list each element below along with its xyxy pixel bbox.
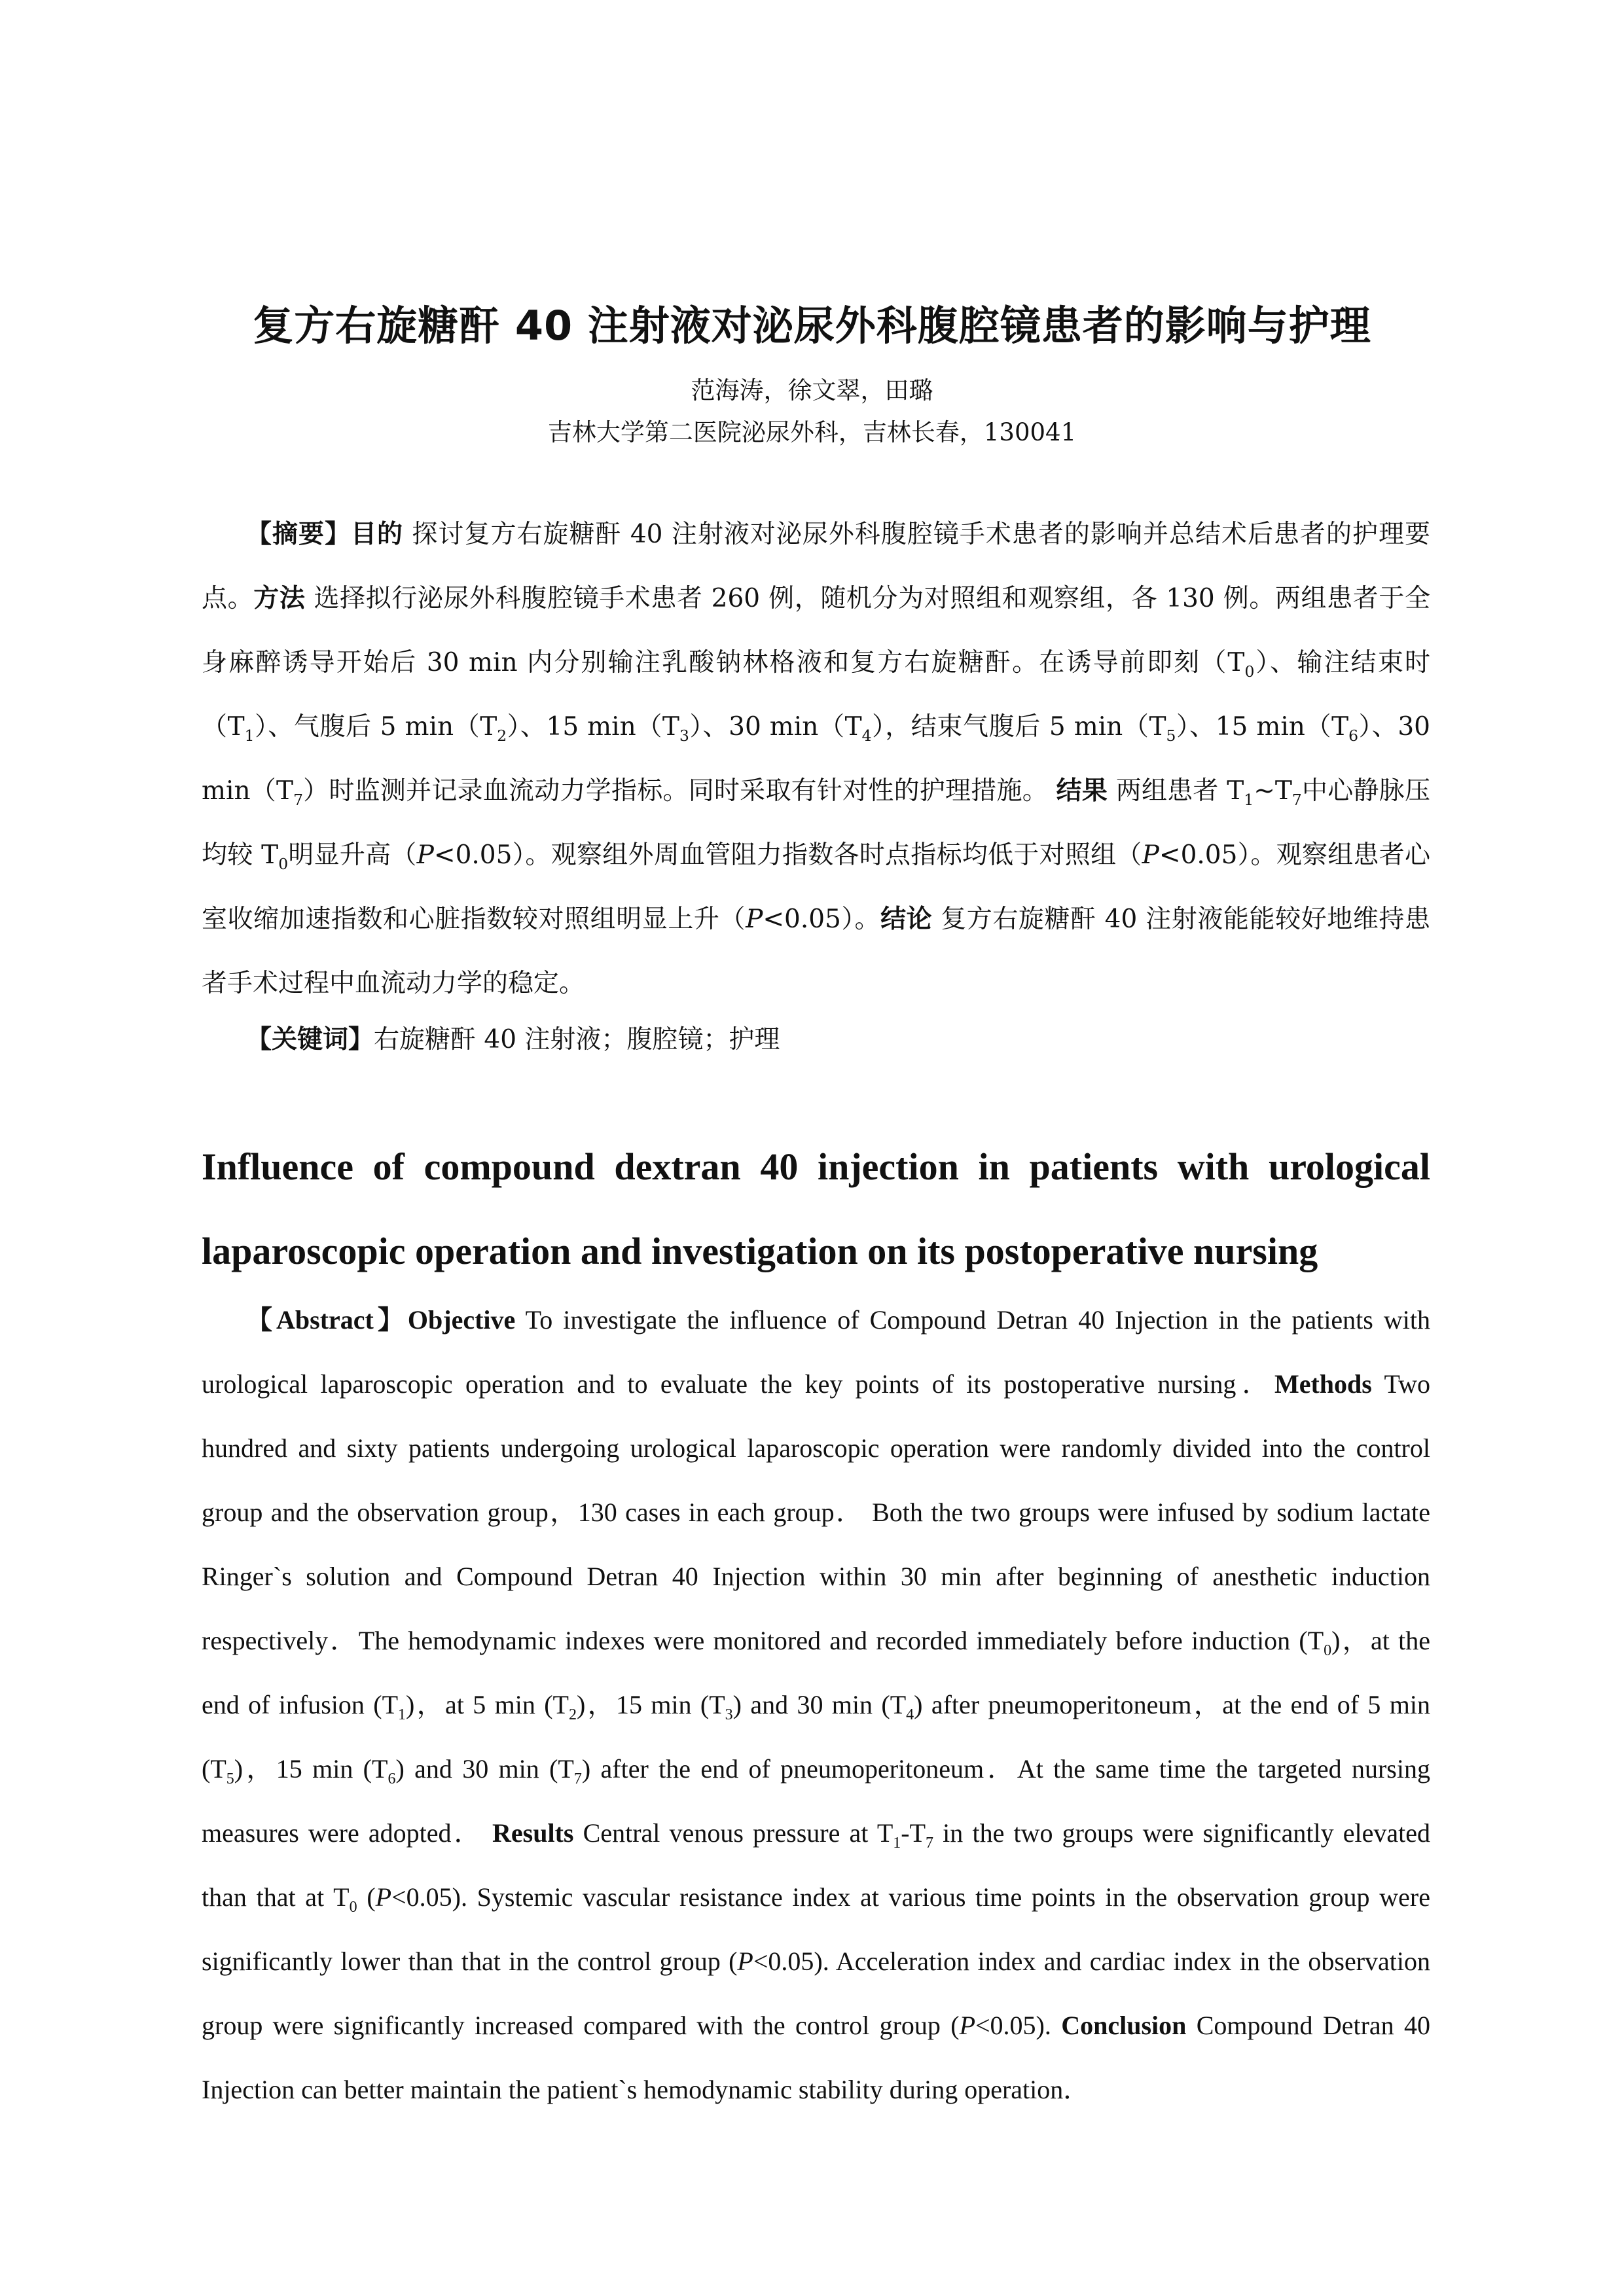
results-text-en: in the two groups were significantly elevated than that at T — [202, 1818, 1430, 1912]
methods-text-en: ) and 30 min (T — [732, 1690, 907, 1719]
results-text-en: -T — [901, 1818, 926, 1848]
subscript: 1 — [1244, 790, 1254, 809]
results-text-en: <0.05). — [975, 2011, 1051, 2040]
methods-text: ）、30 min（T — [689, 712, 862, 742]
results-text: 明显升高（ — [288, 840, 417, 870]
subscript: 7 — [293, 790, 303, 809]
results-text-en: <0.05). Acceleration index and cardiac index in the observation group were significantly increased compared with the control group ( — [202, 1946, 1430, 2040]
results-text: <0.05）。观察组外周血管阻力指数各时点指标均低于对照组（ — [433, 840, 1142, 870]
conclusion-text: 复方右旋糖酐 40 注射液能能较好地维持患者手术过程中血流动力学的稳定。 — [202, 905, 1430, 998]
subscript: 7 — [1291, 790, 1302, 809]
abstract-label-en: 【Abstract】 — [246, 1305, 408, 1335]
objective-text: 探讨复方右旋糖酐 40 注射液对泌尿外科腹腔镜手术患者的影响并总结术后患者的护理要点。 — [202, 520, 1430, 613]
subscript: 1 — [398, 1706, 406, 1723]
p-value-symbol: P — [959, 2011, 975, 2040]
affiliation: 吉林大学第二医院泌尿外科，吉林长春，130041 — [547, 418, 1077, 446]
subscript: 1 — [244, 726, 255, 745]
results-text-en: <0.05). Systemic vascular resistance index at various time points in the observation group were significantly lower than that in the control group ( — [202, 1882, 1430, 1976]
p-value-symbol: P — [375, 1882, 392, 1912]
p-value-symbol: P — [416, 840, 434, 870]
p-value-symbol: P — [1142, 840, 1159, 870]
subscript: 2 — [568, 1706, 577, 1723]
subscript: 5 — [1166, 726, 1176, 745]
subscript: 0 — [1324, 1642, 1332, 1659]
results-text-en: ( — [357, 1882, 376, 1912]
methods-text: ）、15 min（T — [507, 712, 679, 742]
methods-text-en: Two hundred and sixty patients undergoing urological laparoscopic operation were randomly divided into the control group and the observation group，130 cases in each group． Both the two groups were infused by sodium lactate Ringer`s solution and Compound Detran 40 Injection within 30 min after beginning of anesthetic induction respectively．The hemodynamic indexes were monitored and recorded immediately before induction (T — [202, 1369, 1430, 1655]
methods-text: ）、15 min（T — [1176, 712, 1349, 742]
results-text: ~T — [1254, 776, 1292, 806]
methods-label: 方法 — [253, 584, 306, 613]
methods-text-en: ) after the end of pneumoperitoneum．At the same time the targeted nursing measures were adopted． — [202, 1754, 1430, 1848]
p-value-symbol: P — [737, 1946, 753, 1976]
subscript: 6 — [388, 1770, 396, 1787]
conclusion-label: 结论 — [880, 905, 933, 934]
results-text: 中心静脉压均较 T — [202, 776, 1430, 870]
results-text: <0.05）。观察组患者心室收缩加速指数和心脏指数较对照组明显上升（ — [202, 840, 1430, 934]
subscript: 0 — [278, 854, 289, 873]
subscript: 4 — [906, 1706, 914, 1723]
methods-label-en: Methods — [1274, 1369, 1372, 1399]
results-text: <0.05）。 — [763, 905, 881, 934]
subscript: 4 — [861, 726, 872, 745]
results-label: 结果 — [1056, 776, 1108, 806]
chinese-keywords — [246, 1008, 1424, 1072]
methods-text-en: )，15 min (T — [576, 1690, 725, 1719]
subscript: 7 — [573, 1770, 582, 1787]
chinese-abstract — [202, 503, 1430, 1016]
conclusion-label-en: Conclusion — [1061, 2011, 1187, 2040]
objective-label: 目的 — [351, 520, 404, 549]
objective-text-en: To investigate the influence of Compound Detran 40 Injection in the patients with urological laparoscopic operation and to evaluate the key points of its postoperative nursing． — [202, 1305, 1430, 1399]
subscript: 3 — [679, 726, 689, 745]
subscript: 3 — [725, 1706, 733, 1723]
keywords-text: 右旋糖酐 40 注射液；腹腔镜；护理 — [374, 1025, 780, 1054]
subscript: 1 — [893, 1835, 901, 1852]
methods-text: ）、输注结束时（T — [202, 648, 1430, 742]
results-text: 两组患者 T — [1108, 776, 1244, 806]
english-abstract — [202, 1288, 1430, 2122]
subscript: 0 — [349, 1899, 357, 1916]
authors: 范海涛，徐文翠，田璐 — [691, 376, 933, 404]
subscript: 0 — [1244, 662, 1255, 681]
methods-text-en: ) after pneumoperitoneum，at the end of 5 min (T — [202, 1690, 1430, 1784]
methods-text: ）、30 min（T — [202, 712, 1430, 806]
chinese-title: 复方右旋糖酐 40 注射液对泌尿外科腹腔镜患者的影响与护理 — [253, 302, 1371, 350]
methods-text-en: )，at 5 min (T — [406, 1690, 569, 1719]
keywords-label: 【关键词】 — [246, 1025, 374, 1054]
english-title: Influence of compound dextran 40 injection in patients with urological laparoscopic operation and investigation on its postoperative nursing — [202, 1145, 1430, 1272]
subscript: 5 — [226, 1770, 234, 1787]
methods-text-en: ) and 30 min (T — [395, 1754, 574, 1784]
subscript: 7 — [926, 1835, 934, 1852]
results-label-en: Results — [492, 1818, 574, 1848]
methods-text: ）、气腹后 5 min（T — [254, 712, 497, 742]
methods-text: 选择拟行泌尿外科腹腔镜手术患者 260 例，随机分为对照组和观察组，各 130 例。两组患者于全身麻醉诱导开始后 30 min 内分别输注乳酸钠林格液和复方右旋糖酐。在诱导前即刻（T — [202, 584, 1430, 677]
methods-text-en: )，at the end of infusion (T — [202, 1626, 1430, 1719]
p-value-symbol: P — [746, 905, 763, 934]
subscript: 6 — [1348, 726, 1359, 745]
methods-text: ），结束气腹后 5 min（T — [871, 712, 1166, 742]
objective-label-en: Objective — [407, 1305, 516, 1335]
results-text-en: Central venous pressure at T — [573, 1818, 893, 1848]
methods-text: ）时监测并记录血流动力学指标。同时采取有针对性的护理措施。 — [302, 776, 1048, 806]
subscript: 2 — [497, 726, 507, 745]
abstract-label: 【摘要】 — [246, 520, 352, 549]
conclusion-text-en: Compound Detran 40 Injection can better maintain the patient`s hemodynamic stability during operation． — [202, 2011, 1430, 2104]
methods-text-en: )，15 min (T — [234, 1754, 388, 1784]
